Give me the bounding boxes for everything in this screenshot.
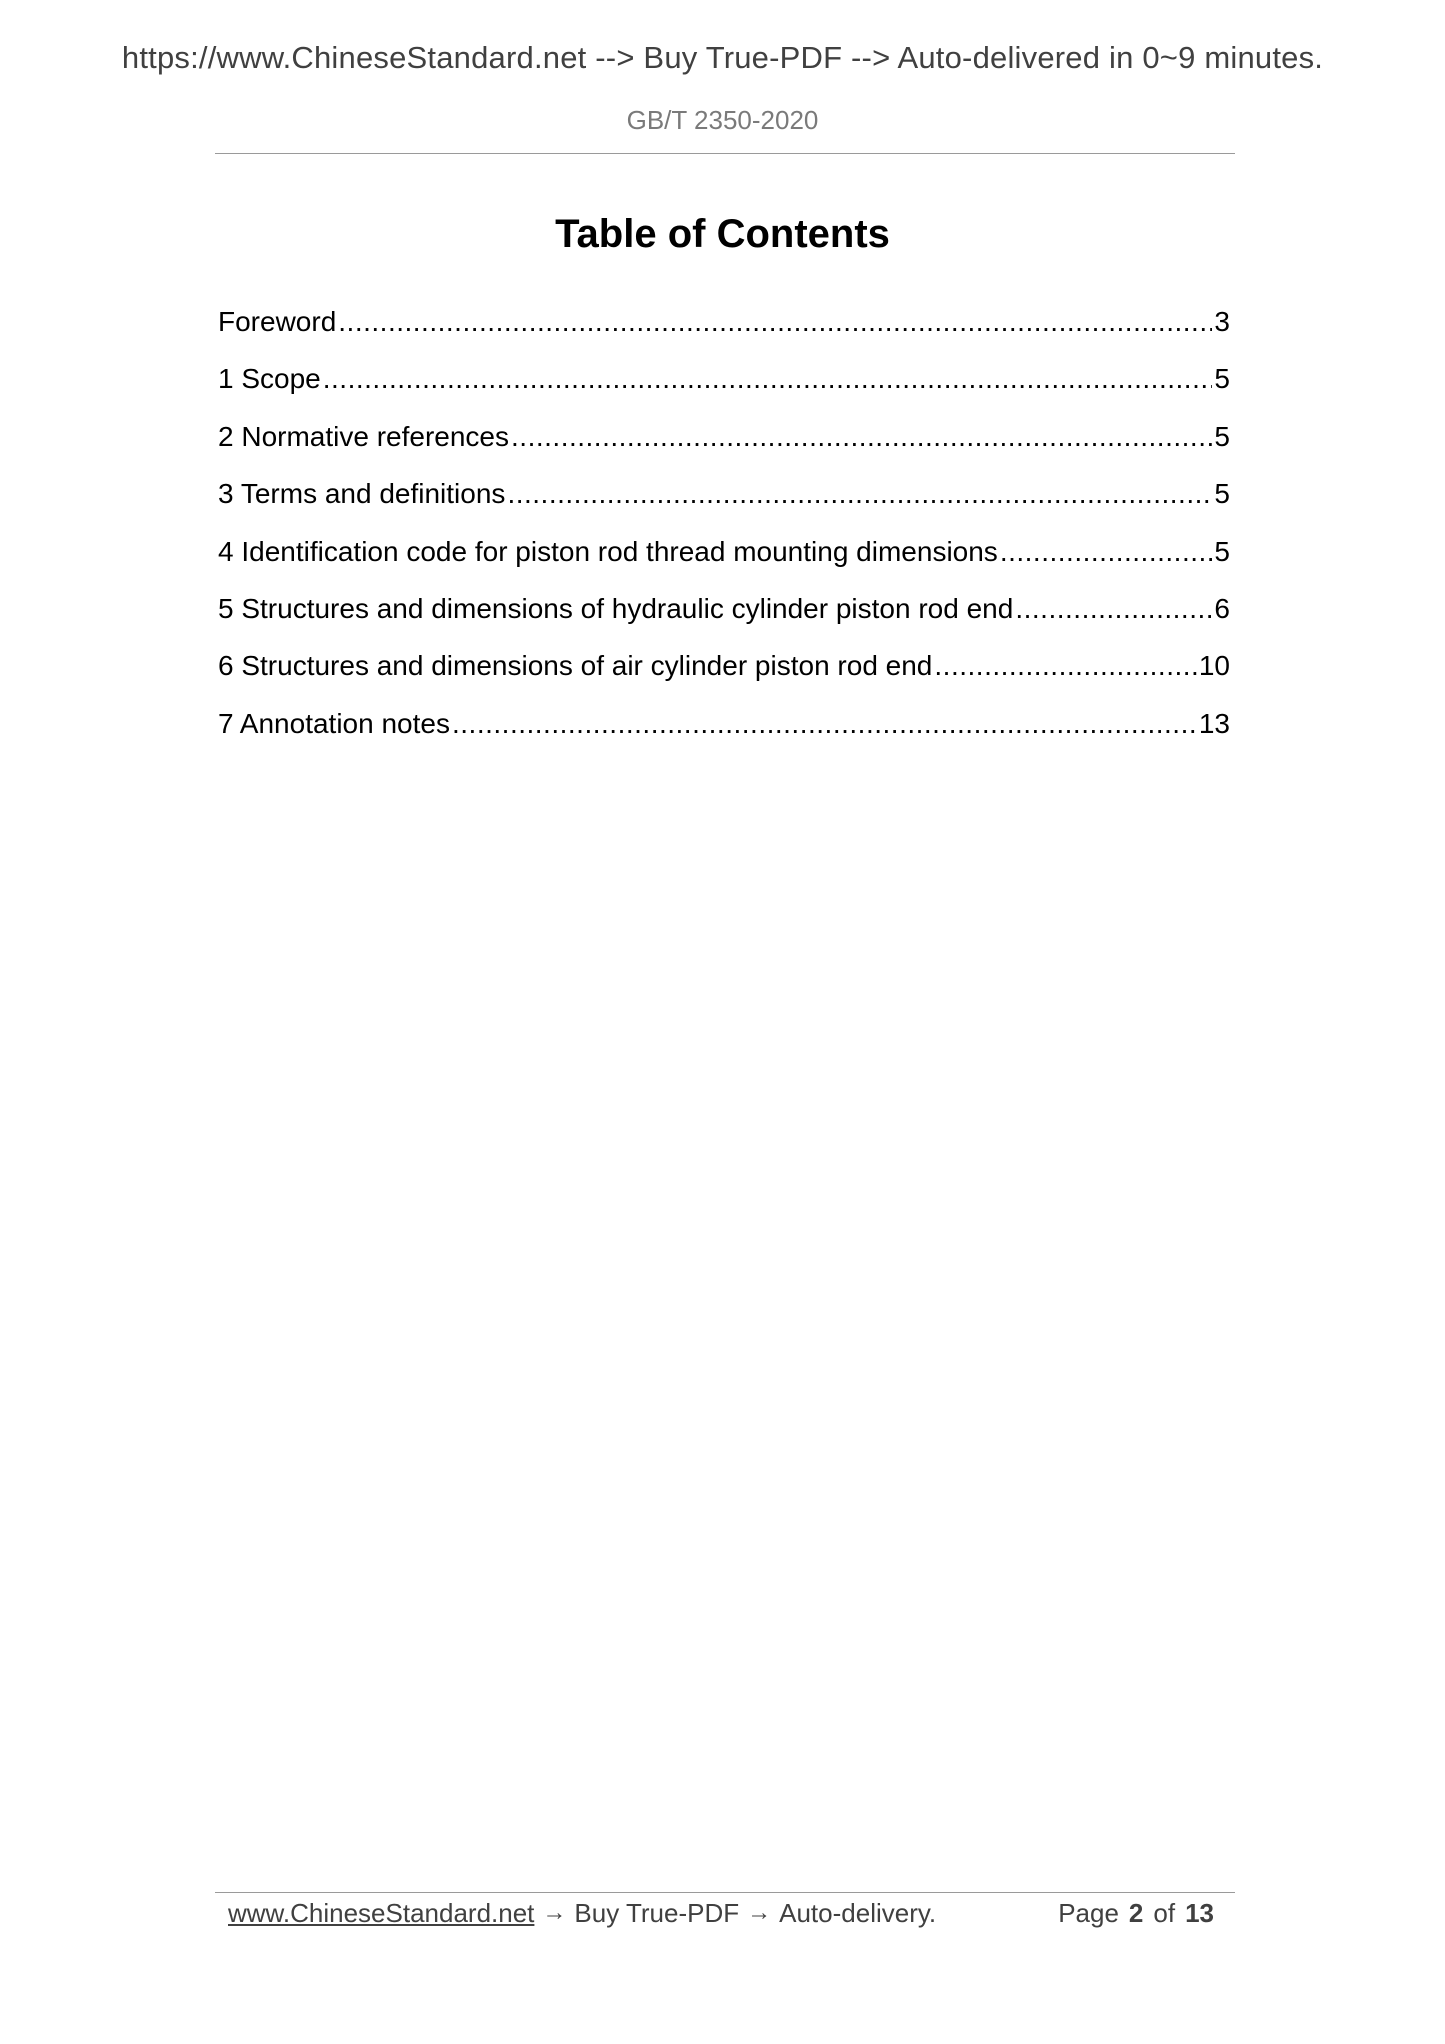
footer-left: [228, 1898, 936, 1929]
toc-dot-leader: [1000, 532, 1213, 572]
right-arrow-icon: →: [542, 1899, 567, 1926]
document-code: GB/T 2350-2020: [626, 105, 819, 135]
page-indicator: [1058, 1898, 1224, 1929]
toc-entry-terms-and-definitions[interactable]: [218, 474, 1230, 531]
toc-dot-leader: [934, 646, 1196, 686]
header-divider: [215, 153, 1235, 154]
toc-entry-identification-code[interactable]: [218, 532, 1230, 589]
toc-page-number: 5: [1214, 420, 1230, 452]
footer-site-link[interactable]: www.ChineseStandard.net: [228, 1897, 535, 1928]
footer-buy-text: Buy True-PDF: [574, 1897, 740, 1928]
page-footer: [228, 1893, 1224, 1933]
toc-title: Table of Contents: [555, 212, 890, 256]
toc-page-number: 6: [1214, 592, 1230, 624]
toc-dot-leader: [507, 474, 1212, 514]
toc-page-number: 5: [1214, 363, 1230, 395]
toc-entry-hydraulic-cylinder[interactable]: [218, 589, 1230, 646]
toc-entry-annotation-notes[interactable]: [218, 704, 1230, 761]
toc-entry-text: 5 Structures and dimensions of hydraulic cylinder piston rod end: [218, 592, 1014, 624]
toc-page-number: 5: [1214, 478, 1230, 510]
toc-entry-text: 7 Annotation notes: [218, 707, 450, 739]
toc-page-number: 13: [1198, 707, 1230, 739]
page-current: 2: [1128, 1897, 1144, 1928]
toc-page-number: 10: [1198, 650, 1230, 682]
footer-delivery-text: Auto-delivery.: [779, 1897, 937, 1928]
toc-page-number: 3: [1214, 306, 1230, 337]
toc-entry-scope[interactable]: [218, 359, 1230, 416]
right-arrow-icon: →: [747, 1899, 772, 1926]
toc-entry-text: 1 Scope: [218, 363, 321, 395]
toc-dot-leader: [338, 302, 1212, 342]
toc-entry-text: 2 Normative references: [218, 420, 510, 452]
toc-entry-normative-references[interactable]: [218, 417, 1230, 474]
toc-dot-leader: [452, 704, 1197, 744]
toc-dot-leader: [323, 359, 1213, 399]
toc-list: [218, 302, 1230, 761]
toc-entry-text: Foreword: [218, 306, 337, 337]
top-banner: https://www.ChineseStandard.net --> Buy True-PDF --> Auto-delivered in 0~9 minutes.: [121, 40, 1324, 75]
toc-dot-leader: [511, 417, 1212, 457]
toc-entry-text: 3 Terms and definitions: [218, 478, 506, 510]
toc-entry-text: 6 Structures and dimensions of air cylinder piston rod end: [218, 650, 933, 682]
toc-entry-text: 4 Identification code for piston rod thread mounting dimensions: [218, 535, 998, 567]
page-total: 13: [1185, 1897, 1214, 1928]
of-label: of: [1153, 1897, 1176, 1928]
toc-entry-air-cylinder[interactable]: [218, 646, 1230, 703]
page-label: Page: [1058, 1897, 1119, 1928]
toc-entry-foreword[interactable]: [218, 302, 1230, 359]
toc-page-number: 5: [1214, 535, 1230, 567]
toc-dot-leader: [1015, 589, 1212, 629]
